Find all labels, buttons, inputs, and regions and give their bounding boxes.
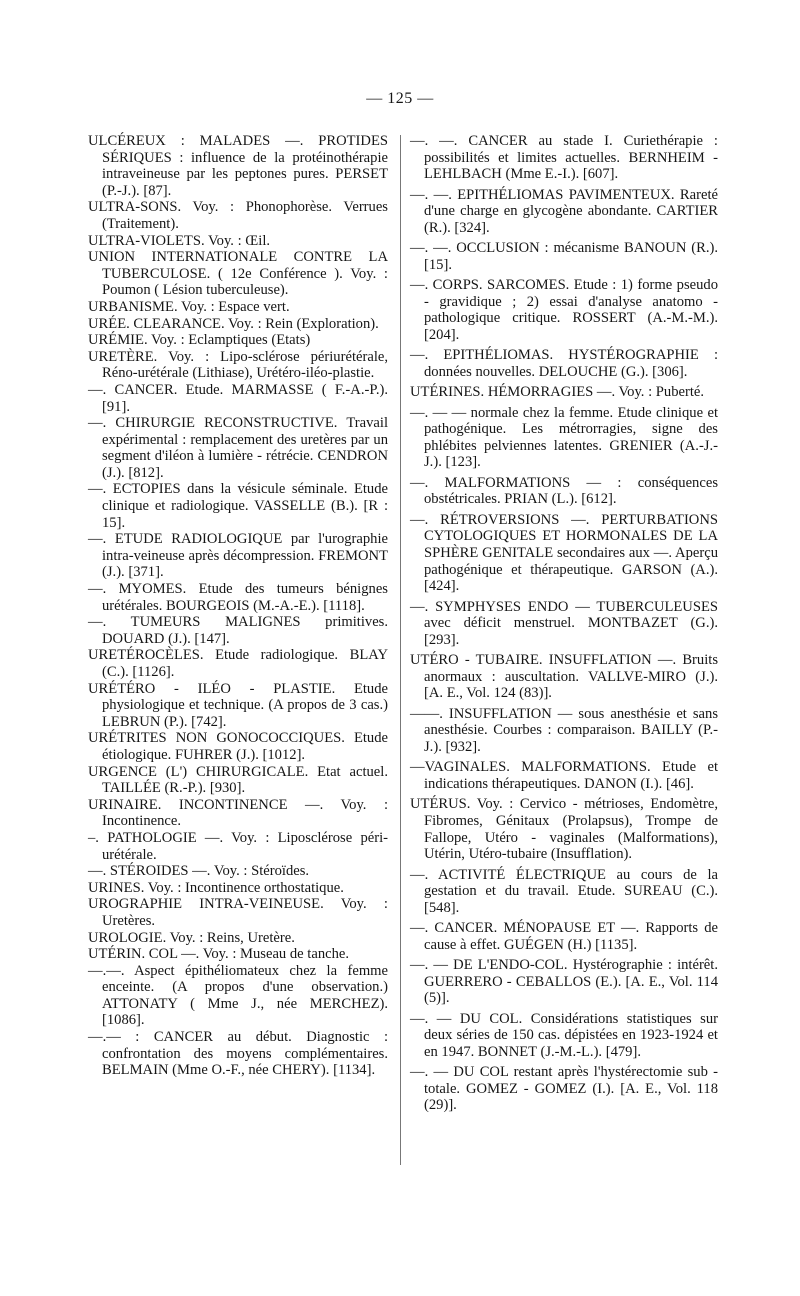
index-entry: —. TUMEURS MALIGNES primitives. DOUARD (J.). [147]. — [88, 614, 388, 647]
index-entry: URÉTÉRO - ILÉO - PLASTIE. Etude physiologique et technique. (A propos de 3 cas.) LEBRUN (P.). [742]. — [88, 680, 388, 730]
index-entry: —. — DU COL. Considérations statistiques sur deux séries de 150 cas. dépistées en 1923-1924 et en 1947. BONNET (J.-M.-L.). [479]. — [410, 1010, 718, 1060]
index-entry: ——. INSUFFLATION — sous anesthésie et sans anesthésie. Courbes : comparaison. BAILLY (P.-J.). [932]. — [410, 705, 718, 755]
index-entry: URINES. Voy. : Incontinence orthostatique. — [88, 879, 344, 896]
index-entry: URBANISME. Voy. : Espace vert. — [88, 298, 290, 315]
index-entry: ULTRA-VIOLETS. Voy. : Œil. — [88, 232, 271, 249]
index-entry: URETÈRE. Voy. : Lipo-sclérose périurétérale, Réno-urétérale (Lithiase), Urétéro-iléo-plastie. — [88, 348, 388, 382]
index-entry: UTÉRUS. Voy. : Cervico - métrioses, Endomètre, Fibromes, Génitaux (Prolapsus), Trompe de Fallope, Utéro - vaginales (Malformations), Utérin, Utéro-tubaire (Insufflation). — [410, 796, 718, 863]
index-entry: URÉE. CLEARANCE. Voy. : Rein (Exploration). — [88, 315, 379, 332]
index-entry: ULCÉREUX : MALADES —. PROTIDES SÉRIQUES : influence de la protéinothérapie intraveineuse par les peptones pures. PERSET (P.-J.). [87]. — [88, 133, 388, 199]
index-entry: —. ETUDE RADIOLOGIQUE par l'urographie intra-veineuse après décompression. FREMONT (J.). [371]. — [88, 531, 388, 581]
left-column — [88, 133, 388, 1079]
index-entry: —. —. EPITHÉLIOMAS PAVIMENTEUX. Rareté d'une charge en glycogène abondante. CARTIER (R.). [324]. — [410, 186, 718, 236]
index-entry: —VAGINALES. MALFORMATIONS. Etude et indications thérapeutiques. DANON (I.). [46]. — [410, 759, 718, 792]
index-entry: UROGRAPHIE INTRA-VEINEUSE. Voy. : Uretères. — [88, 896, 388, 929]
right-column — [410, 133, 718, 1118]
index-entry: ULTRA-SONS. Voy. : Phonophorèse. Verrues (Traitement). — [88, 199, 388, 232]
index-entry: URÉMIE. Voy. : Eclamptiques (Etats) — [88, 332, 311, 349]
index-entry: UROLOGIE. Voy. : Reins, Uretère. — [88, 929, 295, 946]
index-entry: —. CHIRURGIE RECONSTRUCTIVE. Travail expérimental : remplacement des uretères par un segment d'iléon à lumière - rétrécie. CENDRON (J.). [812]. — [88, 415, 388, 481]
index-entry: —. — — normale chez la femme. Etude clinique et pathogénique. Les métrorragies, signe des phlébites pelviennes latentes. GRENIER (A.-J.-J.). [123]. — [410, 404, 718, 471]
index-entry: –. PATHOLOGIE —. Voy. : Liposclérose péri-urétérale. — [88, 829, 388, 863]
index-entry: —. EPITHÉLIOMAS. HYSTÉROGRAPHIE : données nouvelles. DELOUCHE (G.). [306]. — [410, 347, 718, 380]
index-entry: —. —. OCCLUSION : mécanisme BANOUN (R.). [15]. — [410, 240, 718, 273]
index-entry: —. ECTOPIES dans la vésicule séminale. Etude clinique et radiologique. VASSELLE (B.). [R : 15]. — [88, 481, 388, 531]
page-number: — 125 — — [366, 90, 434, 107]
index-entry: URINAIRE. INCONTINENCE —. Voy. : Incontinence. — [88, 796, 388, 830]
index-entry: —. SYMPHYSES ENDO — TUBERCULEUSES avec déficit menstruel. MONTBAZET (G.). [293]. — [410, 598, 718, 648]
index-entry: UTÉRINES. HÉMORRAGIES —. Voy. : Puberté. — [410, 384, 705, 401]
index-entry: —. CANCER. MÉNOPAUSE ET —. Rapports de cause à effet. GUÉGEN (H.) [1135]. — [410, 920, 718, 953]
index-entry: UNION INTERNATIONALE CONTRE LA TUBERCULOSE. ( 12e Conférence ). Voy. : Poumon ( Lésion tuberculeuse). — [88, 249, 388, 299]
index-entry: URETÉROCÈLES. Etude radiologique. BLAY (C.). [1126]. — [88, 647, 388, 680]
index-entry: —.—. Aspect épithéliomateux chez la femme enceinte. (A propos d'une observation.) ATTONATY ( Mme J., née MERCHEZ). [1086]. — [88, 962, 388, 1029]
index-entry: —. — DE L'ENDO-COL. Hystérographie : intérêt. GUERRERO - CEBALLOS (E.). [A. E., Vol. 114 (5)]. — [410, 957, 718, 1007]
index-entry: —. CANCER. Etude. MARMASSE ( F.-A.-P.). [91]. — [88, 381, 388, 415]
index-entry: URGENCE (L') CHIRURGICALE. Etat actuel. TAILLÉE (R.-P.). [930]. — [88, 763, 388, 797]
index-entry: —. MALFORMATIONS — : conséquences obstétricales. PRIAN (L.). [612]. — [410, 474, 718, 508]
index-entry: URÉTRITES NON GONOCOCCIQUES. Etude étiologique. FUHRER (J.). [1012]. — [88, 730, 388, 763]
index-entry: —. STÉROIDES —. Voy. : Stéroïdes. — [88, 863, 310, 880]
index-entry: —. CORPS. SARCOMES. Etude : 1) forme pseudo - gravidique ; 2) essai d'analyse anatomo - pathologique critique. ROSSERT (A.-M.-M.). [204]. — [410, 277, 718, 343]
index-entry: —. RÉTROVERSIONS —. PERTURBATIONS CYTOLOGIQUES ET HORMONALES DE LA SPHÈRE GENITALE secondaires aux —. Aperçu pathogénique et thérapeutique. GARSON (A.). [424]. — [410, 511, 718, 595]
index-entry: —. — DU COL restant après l'hystérectomie sub - totale. GOMEZ - GOMEZ (I.). [A. E., Vol. 118 (29)]. — [410, 1064, 718, 1114]
index-entry: —. —. CANCER au stade I. Curiethérapie : possibilités et limites actuelles. BERNHEIM - LEHLBACH (Mme E.-I.). [607]. — [410, 133, 718, 183]
index-entry: UTÉRIN. COL —. Voy. : Museau de tanche. — [88, 946, 350, 963]
index-entry: —.— : CANCER au début. Diagnostic : confrontation des moyens complémentaires. BELMAIN (Mme O.-F., née CHERY). [1134]. — [88, 1029, 388, 1079]
index-entry: UTÉRO - TUBAIRE. INSUFFLATION —. Bruits anormaux : auscultation. VALLVE-MIRO (J.). [A. E., Vol. 124 (83)]. — [410, 652, 718, 702]
column-divider — [400, 135, 401, 1165]
index-entry: —. ACTIVITÉ ÉLECTRIQUE au cours de la gestation et du travail. Etude. SUREAU (C.). [548]. — [410, 866, 718, 916]
index-entry: —. MYOMES. Etude des tumeurs bénignes urétérales. BOURGEOIS (M.-A.-E.). [1118]. — [88, 581, 388, 614]
